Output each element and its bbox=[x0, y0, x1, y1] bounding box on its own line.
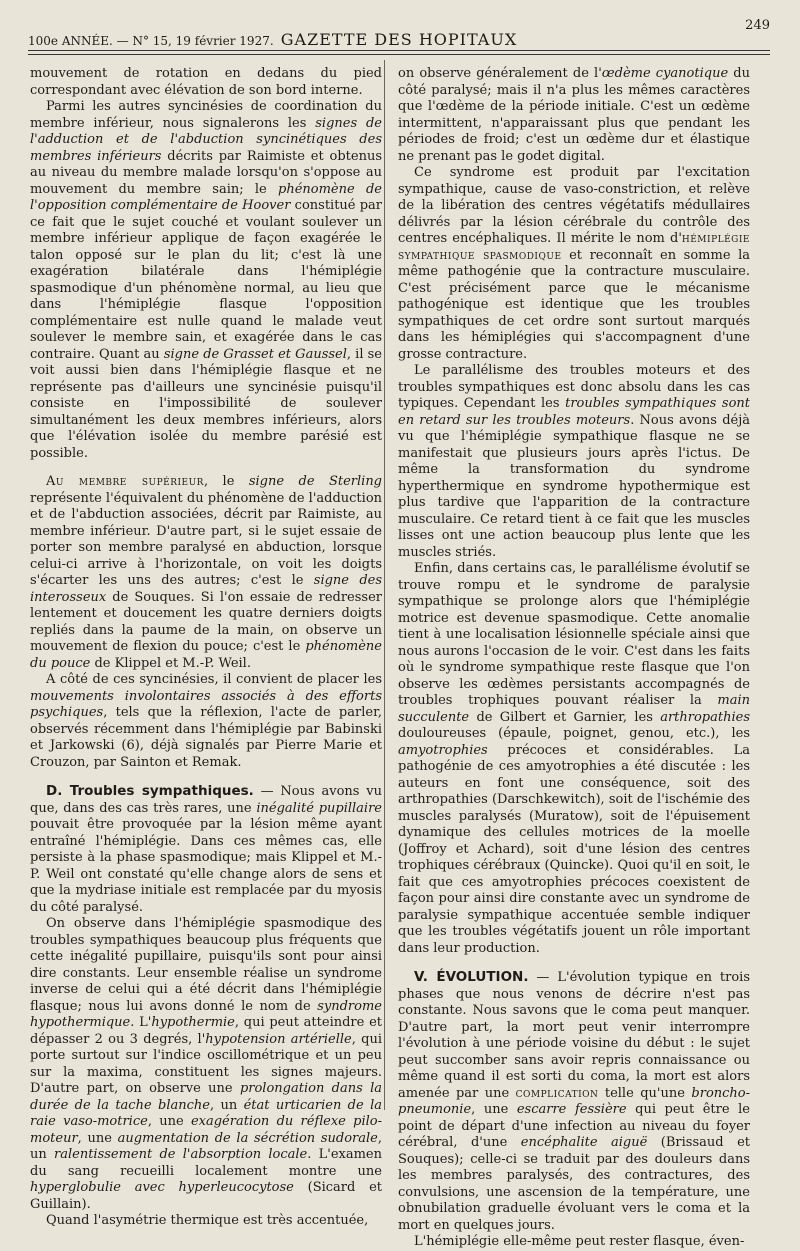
header-rule bbox=[28, 50, 770, 51]
paragraph: L'hémiplégie elle-même peut rester flasque, éven- bbox=[414, 1234, 745, 1249]
section-heading: D. Troubles sympathiques. bbox=[46, 783, 254, 799]
running-header bbox=[28, 14, 770, 54]
section-heading: V. ÉVOLUTION. bbox=[414, 969, 529, 985]
column-divider bbox=[384, 60, 385, 1110]
issue-line: 100e ANNÉE. — N° 15, 19 février 1927. bbox=[28, 34, 274, 48]
paragraph: A côté de ces syncinésies, il convient de placer les mouvements involontaires associés à des efforts psychiques, tels que la réflexion, l'acte de parler, observés récemment dans l'hémiplégie par Babinski et Jarkowski (6), déjà signalés par Pierre Marie et Crouzon, par Sainton et Remak. bbox=[30, 672, 382, 770]
paragraph: Ce syndrome est produit par l'excitation sympathique, cause de vaso-constriction, et relève de la libération des centres végétatifs médullaires délivrés par la lésion cérébrale du contrôle des centres encéphaliques. Il mérite le nom d'hémiplégie sympathique spasmodique et reconnaît en somme la même pathogénie que la contracture musculaire. C'est précisément parce que le mécanisme pathogénique est identique que les troubles sympathiques de cet ordre sont surtout marqués dans les hémiplégies qui s'accompagnent d'une grosse contracture. bbox=[398, 165, 750, 362]
paragraph: Au membre supérieur, le signe de Sterling représente l'équivalent du phénomène de l'adduction et de l'abduction associées, décrit par Raimiste, au membre inférieur. D'autre part, si le sujet essaie de porter son membre paralysé en abduction, lorsque celui-ci arrive à l'horizontale, on voit les doigts s'écarter les uns des autres; c'est le signe des interosseux de Souques. Si l'on essaie de redresser lentement et doucement les quatre derniers doigts repliés dans la paume de la main, on observe un mouvement de flexion du pouce; c'est le phénomène du pouce de Klippel et M.-P. Weil. bbox=[30, 474, 383, 671]
paragraph: Le parallélisme des troubles moteurs et des troubles sympathiques est donc absolu dans les cas typiques. Cependant les troubles sympathiques sont en retard sur les troubles moteurs. Nous avons déjà vu que l'hémiplégie sympathique flasque ne se manifestait que plusieurs jours après l'ictus. De même la transformation du syndrome hyperthermique en syndrome hypothermique est plus tardive que l'apparition de la contracture musculaire. Ce retard tient à ce fait que les muscles lisses ont une action beaucoup plus lente que les muscles striés. bbox=[398, 363, 750, 560]
paragraph: on observe généralement de l'œdème cyanotique du côté paralysé; mais il n'a plus les mêmes caractères que l'œdème de la période initiale. C'est un œdème intermittent, n'apparaissant plus que pendant les périodes de froid; c'est un œdème dur et élastique ne prenant pas le godet digital. bbox=[398, 66, 750, 164]
journal-title: GAZETTE DES HOPITAUX bbox=[280, 30, 518, 49]
page-number: 249 bbox=[745, 18, 770, 33]
left-column bbox=[30, 66, 382, 1230]
paragraph: Quand l'asymétrie thermique est très accentuée, bbox=[46, 1213, 369, 1228]
paragraph: mouvement de rotation en dedans du pied correspondant avec élévation de son bord interne. bbox=[30, 66, 382, 98]
paragraph: Parmi les autres syncinésies de coordination du membre inférieur, nous signalerons les signes de l'adduction et de l'abduction syncinétiques des membres inférieurs décrits par Raimiste et obtenus au niveau du membre malade lorsqu'on s'oppose au mouvement du membre sain; le phénomène de l'opposition complémentaire de Hoover constitué par ce fait que le sujet couché et voulant soulever un membre inférieur applique de façon exagérée le talon opposé sur le plan du lit; c'est là une exagération bilatérale dans l'hémiplégie spasmodique d'un phénomène normal, au lieu que dans l'hémiplégie flasque l'opposition complémentaire est nulle quand le malade veut soulever le membre sain, et exagérée dans le cas contraire. Quant au signe de Grasset et Gaussel, il se voit aussi bien dans l'hémiplégie flasque et ne représente pas d'ailleurs une syncinésie puisqu'il consiste en l'impossibilité de soulever simultanément les deux membres inférieurs, alors que l'élévation isolée du membre parésié est possible. bbox=[30, 99, 383, 461]
paragraph: Enfin, dans certains cas, le parallélisme évolutif se trouve rompu et le syndrome de paralysie sympathique se prolonge alors que l'hémiplégie motrice est devenue spasmodique. Cette anomalie tient à une localisation lésionnelle spéciale ainsi que nous aurons l'occasion de le voir. C'est dans les faits où le syndrome sympathique reste flasque que l'on observe les œdèmes persistants accompagnés de troubles trophiques pouvant réaliser la main succulente de Gilbert et Garnier, les arthropathies douloureuses (épaule, poignet, genou, etc.), les amyotrophies précoces et considérables. La pathogénie de ces amyotrophies a été discutée : les auteurs en font une conséquence, soit des arthropathies (Darschkewitch), soit de l'ischémie des muscles paralysés (Muratow), soit de l'épuisement dynamique des cellules motrices de la moelle (Joffroy et Achard), soit d'une lésion des centres trophiques cérébraux (Quincke). Quoi qu'il en soit, le fait que ces amyotrophies précoces coexistent de façon pour ainsi dire constante avec un syndrome de paralysie sympathique accentuée semble indiquer que les troubles végétatifs jouent un rôle important dans leur production. bbox=[398, 561, 750, 956]
header-rule-secondary bbox=[28, 54, 770, 55]
right-column bbox=[398, 66, 750, 1251]
section-paragraph: V. ÉVOLUTION. — L'évolution typique en trois phases que nous venons de décrire n'est pas constante. Nous savons que le coma peut manquer. D'autre part, la mort peut venir interrompre l'évolution à une période voisine du début : le sujet peut succomber sans avoir repris connaissance ou même quand il est sorti du coma, la mort est alors amenée par une complication telle qu'une broncho-pneumonie, une escarre fessière qui peut être le point de départ d'une infection au niveau du foyer cérébral, d'une encéphalite aiguë (Brissaud et Souques); celle-ci se traduit par des douleurs dans les membres paralysés, des contractures, des convulsions, une ascension de la température, une obnubilation graduelle évoluant vers le coma et la mort en quelques jours. bbox=[398, 969, 751, 1233]
paragraph: On observe dans l'hémiplégie spasmodique des troubles sympathiques beaucoup plus fréquents que cette inégalité pupillaire, puisqu'ils sont pour ainsi dire constants. Leur ensemble réalise un syndrome inverse de celui qui a été décrit dans l'hémiplégie flasque; nous lui avons donné le nom de syndrome hypothermique. L'hypothermie, qui peut atteindre et dépasser 2 ou 3 degrés, l'hypotension artérielle, qui porte surtout sur l'indice oscillométrique et un peu sur la maxima, constituent les signes majeurs. D'autre part, on observe une prolongation dans la durée de la tache blanche, un état urticarien de la raie vaso-motrice, une exagération du réflexe pilo-moteur, une augmentation de la sécrétion sudorale, un ralentissement de l'absorption locale. L'examen du sang recueilli localement montre une hyperglobulie avec hyperleucocytose (Sicard et Guillain). bbox=[30, 916, 382, 1212]
section-paragraph: D. Troubles sympathiques. — Nous avons vu que, dans des cas très rares, une inégalité pupillaire pouvait être provoquée par la lésion même ayant entraîné l'hémiplégie. Dans ces mêmes cas, elle persiste à la phase spasmodique; mais Klippel et M.-P. Weil ont constaté qu'elle change alors de sens et que la mydriase initiale est remplacée par du myosis du côté paralysé. bbox=[30, 783, 383, 915]
